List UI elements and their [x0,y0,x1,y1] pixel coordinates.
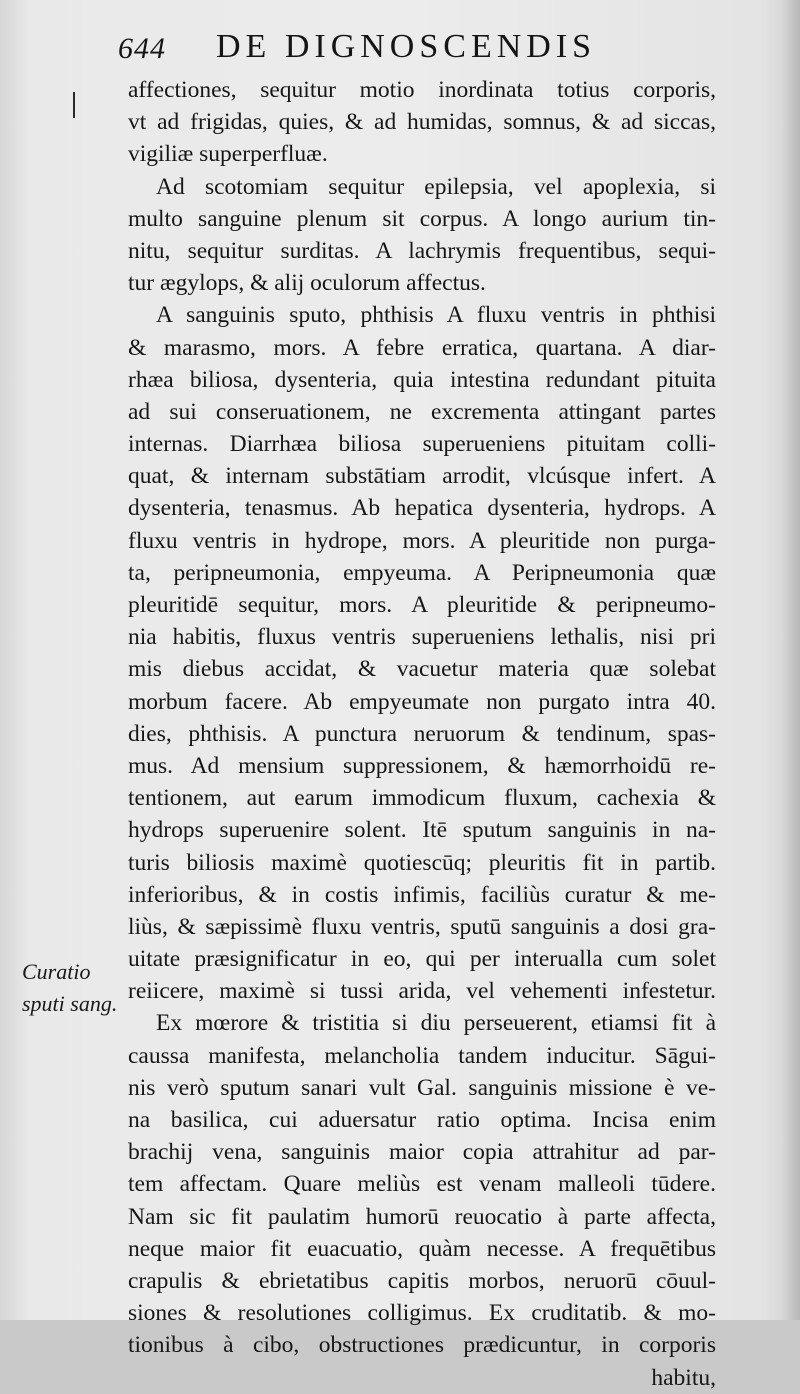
text-line: tur ægylops, & alij oculorum affectus. [128,270,486,297]
text-line: morbum facere. Ab empyeumate non purgato intra 40. [128,688,716,715]
page-edge-shadow [782,0,800,1320]
text-line: quat, & internam substātiam arrodit, vlcúsque infert. A [128,463,716,490]
text-line: affectiones, sequitur motio inordinata totius corporis, [128,77,716,103]
body-text [128,74,716,1394]
text-line: dysenteria, tenasmus. Ab hepatica dysenteria, hydrops. A [128,495,716,522]
text-line: multo sanguine plenum sit corpus. A longo aurium tin- [128,205,716,232]
text-line: tionibus à cibo, obstructiones prædicuntur, in corporis [128,1332,716,1359]
text-line: liùs, & sæpissimè fluxu ventris, sputū sanguinis a dosi gra- [128,913,716,940]
margin-rule-mark [73,92,75,118]
text-line: ad sui conseruationem, ne excrementa attingant partes [128,398,716,425]
text-line: tentionem, aut earum immodicum fluxum, cachexia & [128,785,716,812]
text-line: nis verò sputum sanari vult Gal. sanguinis missione è ve- [128,1074,716,1101]
text-line: ta, peripneumonia, empyeuma. A Peripneumonia quæ [128,559,716,586]
page-number: 644 [118,32,166,65]
text-line: neque maior fit euacuatio, quàm necesse. A frequētibus [128,1235,716,1262]
text-line: turis biliosis maximè quotiescūq; pleuritis fit in partib. [128,849,716,876]
text-line: vigiliæ superperfluæ. [128,141,328,168]
text-line: A sanguinis sputo, phthisis A fluxu ventris in phthisi [156,302,716,329]
text-line: brachij vena, sanguinis maior copia attrahitur ad par- [128,1139,716,1166]
text-line: hydrops superuenire solent. Itē sputum sanguinis in na- [128,817,716,844]
text-line: pleuritidē sequitur, mors. A pleuritide & peripneumo- [128,592,716,618]
text-line: mis diebus accidat, & vacuetur materia quæ solebat [128,656,716,683]
text-line: reiicere, maximè si tussi arida, vel vehementi infestetur. [128,978,716,1005]
text-line: rhæa biliosa, dysenteria, quia intestina redundant pituita [128,366,716,393]
text-line: Ex mœrore & tristitia si diu perseuerent, etiamsi fit à [156,1010,716,1037]
margin-note [22,956,130,1020]
text-line: tem affectam. Quare meliùs est venam malleoli tūdere. [128,1171,716,1198]
text-line: inferioribus, & in costis infimis, faciliùs curatur & me- [128,881,716,908]
text-line: internas. Diarrhæa biliosa superueniens pituitam colli- [128,431,716,458]
catchword: habitu, [651,1364,716,1391]
text-line: fluxu ventris in hydrope, mors. A pleuritide non purga- [128,527,716,554]
text-line: nia habitis, fluxus ventris superueniens lethalis, nisi pri [128,624,716,651]
margin-note-line: sputi sang. [22,991,118,1016]
text-line: crapulis & ebrietatibus capitis morbos, neruorū cōuul- [128,1267,716,1294]
page-header [118,28,730,76]
margin-note-line: Curatio [22,959,91,984]
running-head: DE DIGNOSCENDIS [216,28,597,65]
text-line: & marasmo, mors. A febre erratica, quartana. A diar- [128,334,716,361]
text-line: dies, phthisis. A punctura neruorum & tendinum, spas- [128,720,716,747]
text-line: vt ad frigidas, quies, & ad humidas, somnus, & ad siccas, [128,109,716,136]
text-line: mus. Ad mensium suppressionem, & hæmorrhoidū re- [128,752,716,779]
text-line: siones & resolutiones colligimus. Ex cruditatib. & mo- [128,1300,716,1327]
text-line: na basilica, cui aduersatur ratio optima. Incisa enim [128,1107,716,1133]
text-line: Ad scotomiam sequitur epilepsia, vel apoplexia, si [156,173,716,200]
text-line: caussa manifesta, melancholia tandem inducitur. Sāgui- [128,1042,716,1069]
text-line: Nam sic fit paulatim humorū reuocatio à parte affecta, [128,1203,716,1230]
text-line: uitate præsignificatur in eo, qui per interualla cum solet [128,946,716,973]
text-line: nitu, sequitur surditas. A lachrymis frequentibus, sequi- [128,237,716,264]
